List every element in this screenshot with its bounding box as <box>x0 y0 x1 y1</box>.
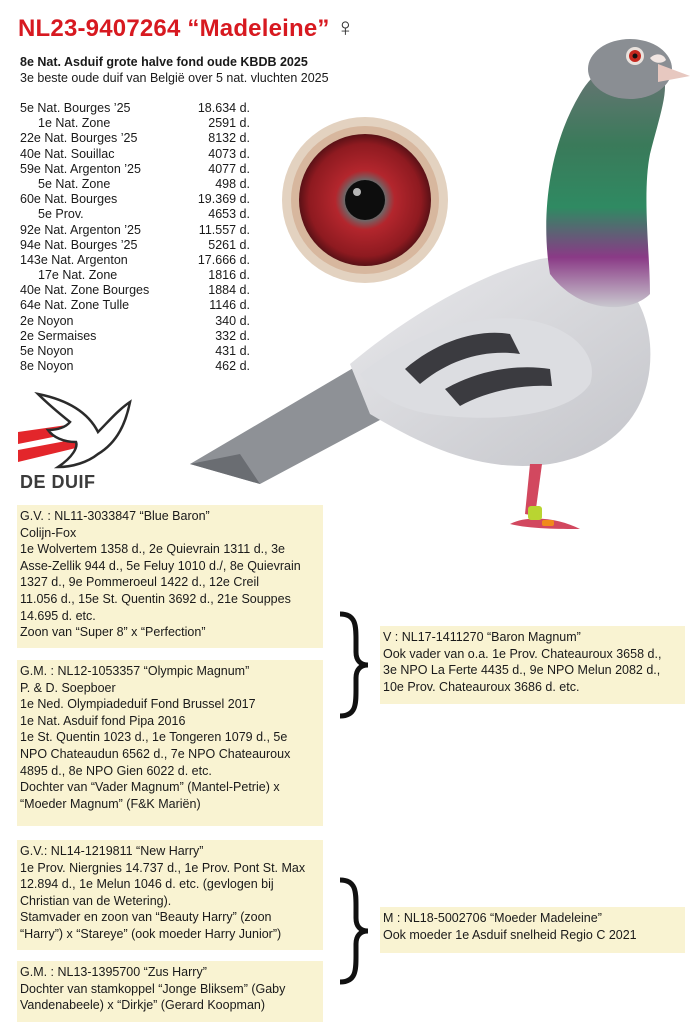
pedigree-line: 1e St. Quentin 1023 d., 1e Tongeren 1079 d., 5e <box>20 730 288 745</box>
pedigree-line: Dochter van stamkoppel “Jonge Bliksem” (Gaby <box>20 981 286 996</box>
pedigree-line: 1e Prov. Niergnies 14.737 d., 1e Prov. Pont St. Max <box>20 860 306 875</box>
pedigree-line: G.M. : NL13-1395700 “Zus Harry” <box>20 965 207 979</box>
result-value: 2591 d. <box>208 116 250 131</box>
result-value: 4653 d. <box>208 207 250 222</box>
pedigree-line: Ook vader van o.a. 1e Prov. Chateauroux 3658 d., <box>383 646 662 661</box>
maternal-grandfather-box <box>17 840 323 950</box>
pedigree-line: 1e Nat. Asduif fond Pipa 2016 <box>20 713 186 728</box>
subtitle: 3e beste oude duif van België over 5 nat. vluchten 2025 <box>20 71 329 85</box>
result-value: 431 d. <box>215 344 250 358</box>
result-label: 5e Nat. Bourges ’25 <box>20 101 131 115</box>
pedigree-line: M : NL18-5002706 “Moeder Madeleine” <box>383 911 602 925</box>
result-label: 94e Nat. Bourges ’25 <box>20 237 138 252</box>
result-label: 2e Sermaises <box>20 328 97 343</box>
result-label: 2e Noyon <box>20 313 74 328</box>
result-label: 64e Nat. Zone Tulle <box>20 298 130 313</box>
result-label: 5e Nat. Zone <box>38 176 111 191</box>
pedigree-line: NPO Chateaudun 6562 d., 7e NPO Chateauroux <box>20 746 291 761</box>
pedigree-line: G.V.: NL14-1219811 “New Harry” <box>20 844 204 858</box>
pedigree-line: 14.695 d. etc. <box>20 608 96 623</box>
subtitle-bold: 8e Nat. Asduif grote halve fond oude KBDB 2025 <box>20 55 308 69</box>
pedigree-line: G.V. : NL11-3033847 “Blue Baron” <box>20 509 210 523</box>
ring-and-name: NL23-9407264 “Madeleine” <box>18 15 330 42</box>
pedigree-line: Dochter van “Vader Magnum” (Mantel-Petrie) x <box>20 780 280 795</box>
result-value: 19.369 d. <box>197 192 250 207</box>
result-value: 498 d. <box>215 176 250 191</box>
father-box <box>380 626 685 704</box>
pedigree-line: Ook moeder 1e Asduif snelheid Regio C 2021 <box>383 927 637 942</box>
paternal-grandfather-box <box>17 505 323 648</box>
result-value: 462 d. <box>215 359 250 374</box>
result-value: 332 d. <box>215 328 250 343</box>
pedigree-line: Zoon van “Super 8” x “Perfection” <box>20 625 206 640</box>
paternal-grandmother-box <box>17 660 323 826</box>
result-value: 5261 d. <box>208 237 250 252</box>
result-value: 1884 d. <box>208 283 250 298</box>
pigeon-photo <box>180 24 695 554</box>
result-label: 40e Nat. Zone Bourges <box>20 283 150 298</box>
result-value: 1146 d. <box>209 298 250 313</box>
de-duif-logo <box>18 392 138 496</box>
result-value: 340 d. <box>215 313 250 328</box>
pedigree-line: 1327 d., 9e Pommeroeul 1422 d., 12e Creil <box>20 575 260 590</box>
pedigree-line: Vandenabeele) x “Dirkje” (Gerard Koopman) <box>20 998 266 1013</box>
result-label: 22e Nat. Bourges ’25 <box>20 131 138 146</box>
result-label: 59e Nat. Argenton ’25 <box>20 161 141 176</box>
pedigree-line: 3e NPO La Ferte 4435 d., 9e NPO Melun 2082 d., <box>383 663 661 678</box>
result-label: 17e Nat. Zone <box>38 268 118 283</box>
mother-box <box>380 907 685 953</box>
result-value: 1816 d. <box>208 268 250 283</box>
pedigree-line: Asse-Zellik 944 d., 5e Feluy 1010 d./, 8e Quievrain <box>20 558 301 573</box>
pedigree-line: Stamvader en zoon van “Beauty Harry” (zoon <box>20 910 272 925</box>
pedigree-line: 10e Prov. Chateauroux 3686 d. etc. <box>383 679 580 694</box>
pedigree-line: V : NL17-1411270 “Baron Magnum” <box>383 630 581 644</box>
logo-wordmark: DE DUIF <box>20 472 96 492</box>
result-value: 17.666 d. <box>197 252 250 267</box>
brace-father <box>334 610 374 720</box>
result-label: 92e Nat. Argenton ’25 <box>20 222 141 237</box>
result-label: 1e Nat. Zone <box>38 116 111 131</box>
result-value: 4073 d. <box>208 146 250 161</box>
pedigree-line: Colijn-Fox <box>20 525 77 540</box>
result-value: 4077 d. <box>208 161 250 176</box>
pedigree-line: 1e Wolvertem 1358 d., 2e Quievrain 1311 d., 3e <box>20 542 285 557</box>
result-label: 5e Noyon <box>20 344 74 358</box>
result-value: 8132 d. <box>208 131 250 146</box>
eye-closeup <box>281 116 449 284</box>
pedigree-line: 1e Ned. Olympiadeduif Fond Brussel 2017 <box>20 697 256 712</box>
result-label: 5e Prov. <box>38 207 84 222</box>
female-symbol: ♀ <box>335 12 356 42</box>
pedigree-line: G.M. : NL12-1053357 “Olympic Magnum” <box>20 664 250 678</box>
maternal-grandmother-box <box>17 961 323 1022</box>
dove-icon <box>18 392 138 474</box>
result-label: 143e Nat. Argenton <box>20 252 128 267</box>
pedigree-line: P. & D. Soepboer <box>20 680 116 695</box>
result-label: 40e Nat. Souillac <box>20 146 115 161</box>
pedigree-line: “Harry”) x “Stareye” (ook moeder Harry Junior”) <box>20 926 282 941</box>
result-value: 18.634 d. <box>197 101 250 115</box>
pedigree-line: 12.894 d., 1e Melun 1046 d. etc. (gevlogen bij <box>20 877 274 892</box>
result-label: 60e Nat. Bourges <box>20 192 118 207</box>
pedigree-line: Christian van de Wetering). <box>20 893 172 908</box>
pedigree-line: 4895 d., 8e NPO Gien 6022 d. etc. <box>20 763 212 778</box>
result-label: 8e Noyon <box>20 359 74 374</box>
pedigree-line: “Moeder Magnum” (F&K Mariën) <box>20 796 201 811</box>
pedigree-line: 11.056 d., 15e St. Quentin 3692 d., 21e Souppes <box>20 591 291 606</box>
result-value: 11.557 d. <box>198 222 250 237</box>
brace-mother <box>334 876 374 986</box>
